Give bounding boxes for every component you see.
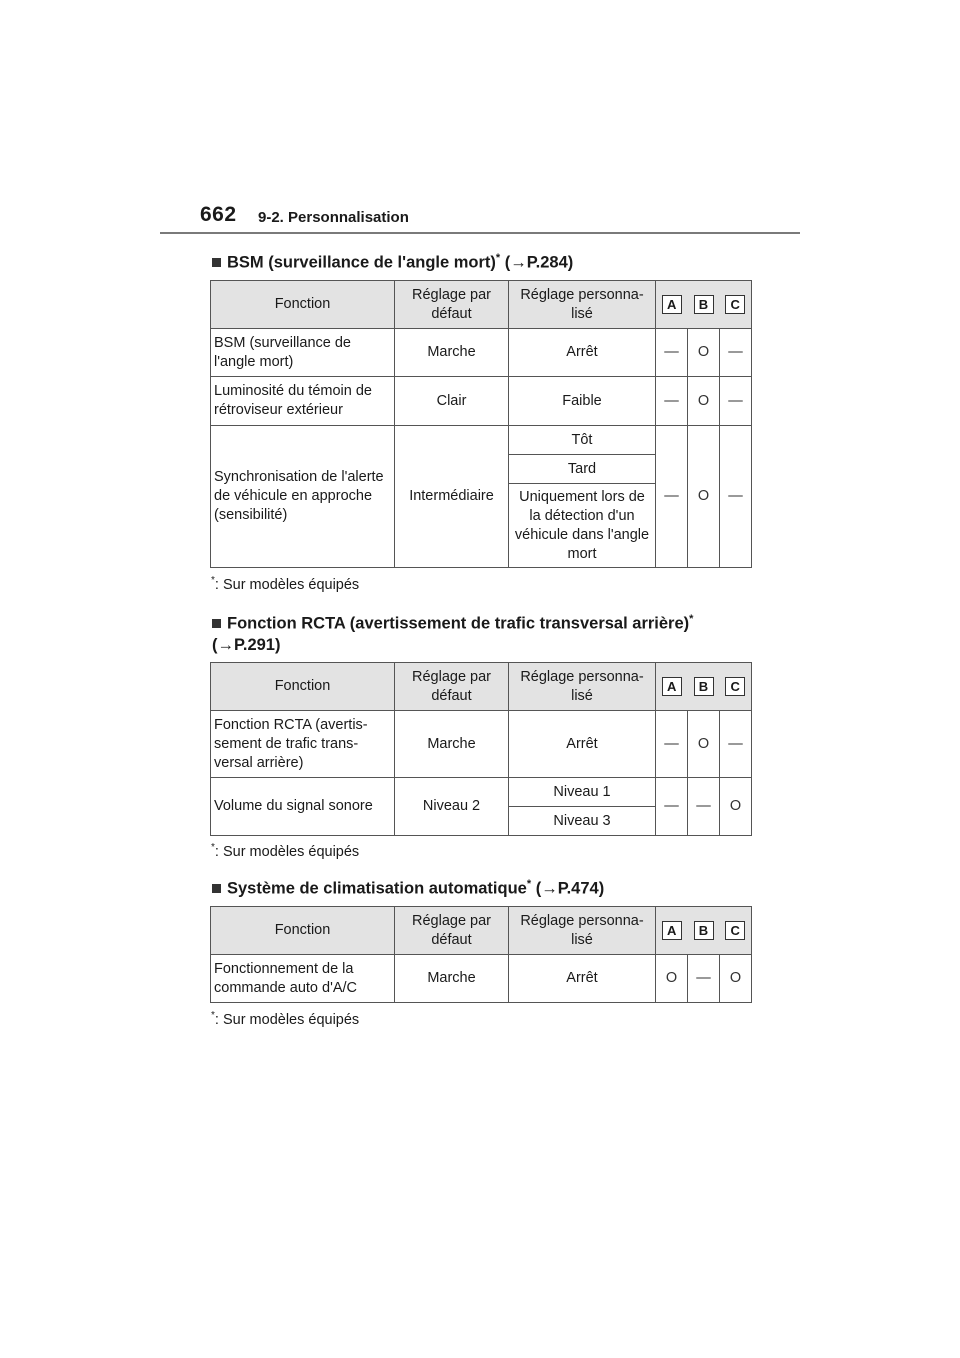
table-row: Synchronisation de l'alerte de véhicule en approche (sensibilité) Intermédiaire Tôt — O — [211,426,752,455]
col-b: B [688,281,720,329]
col-c: C [720,663,752,711]
col-b: B [688,907,720,955]
square-bullet-icon [212,258,221,267]
col-perso: Réglage personna-lisé [509,281,656,329]
square-bullet-icon [212,619,221,628]
table-row: Tard [211,455,752,484]
table-climatisation [210,906,752,1003]
heading-climatisation: Système de climatisation automatique* (→P.474) [212,874,604,900]
heading-bsm: BSM (surveillance de l'angle mort)* (→P.284) [212,248,573,274]
page-number: 662 [200,203,237,226]
col-a: A [656,663,688,711]
col-fonction: Fonction [211,907,395,955]
col-defaut: Réglage par défaut [395,663,509,711]
col-a: A [656,907,688,955]
table-row: Volume du signal sonore Niveau 2 Niveau 1 — — O [211,778,752,807]
footnote-rcta: *: Sur modèles équipés [211,842,360,860]
table-row: Niveau 3 [211,807,752,836]
table-row: Luminosité du témoin de rétroviseur extérieur Clair Faible — O — [211,377,752,426]
table-row: Uniquement lors de la détection d'un véhicule dans l'angle mort [211,484,752,568]
col-fonction: Fonction [211,281,395,329]
table-header-row [211,663,752,711]
col-c: C [720,281,752,329]
table-header-row [211,907,752,955]
table-bsm [210,280,752,568]
table-rcta [210,662,752,836]
table-header-row [211,281,752,329]
col-b: B [688,663,720,711]
col-c: C [720,907,752,955]
footnote-bsm: *: Sur modèles équipés [211,575,360,593]
col-a: A [656,281,688,329]
col-fonction: Fonction [211,663,395,711]
table-row: Fonction RCTA (avertis-sement de trafic trans-versal arrière) Marche Arrêt — O — [211,711,752,778]
col-perso: Réglage personna-lisé [509,663,656,711]
heading-rcta: Fonction RCTA (avertissement de trafic transversal arrière)* (→P.291) [212,613,694,654]
table-row: BSM (surveillance de l'angle mort) Marche Arrêt — O — [211,329,752,377]
col-defaut: Réglage par défaut [395,281,509,329]
footnote-climatisation: *: Sur modèles équipés [211,1010,360,1028]
col-defaut: Réglage par défaut [395,907,509,955]
col-perso: Réglage personna-lisé [509,907,656,955]
header-divider [160,232,800,234]
square-bullet-icon [212,884,221,893]
table-row: Fonctionnement de la commande auto d'A/C Marche Arrêt O — O [211,955,752,1003]
section-title: 9-2. Personnalisation [258,209,409,226]
